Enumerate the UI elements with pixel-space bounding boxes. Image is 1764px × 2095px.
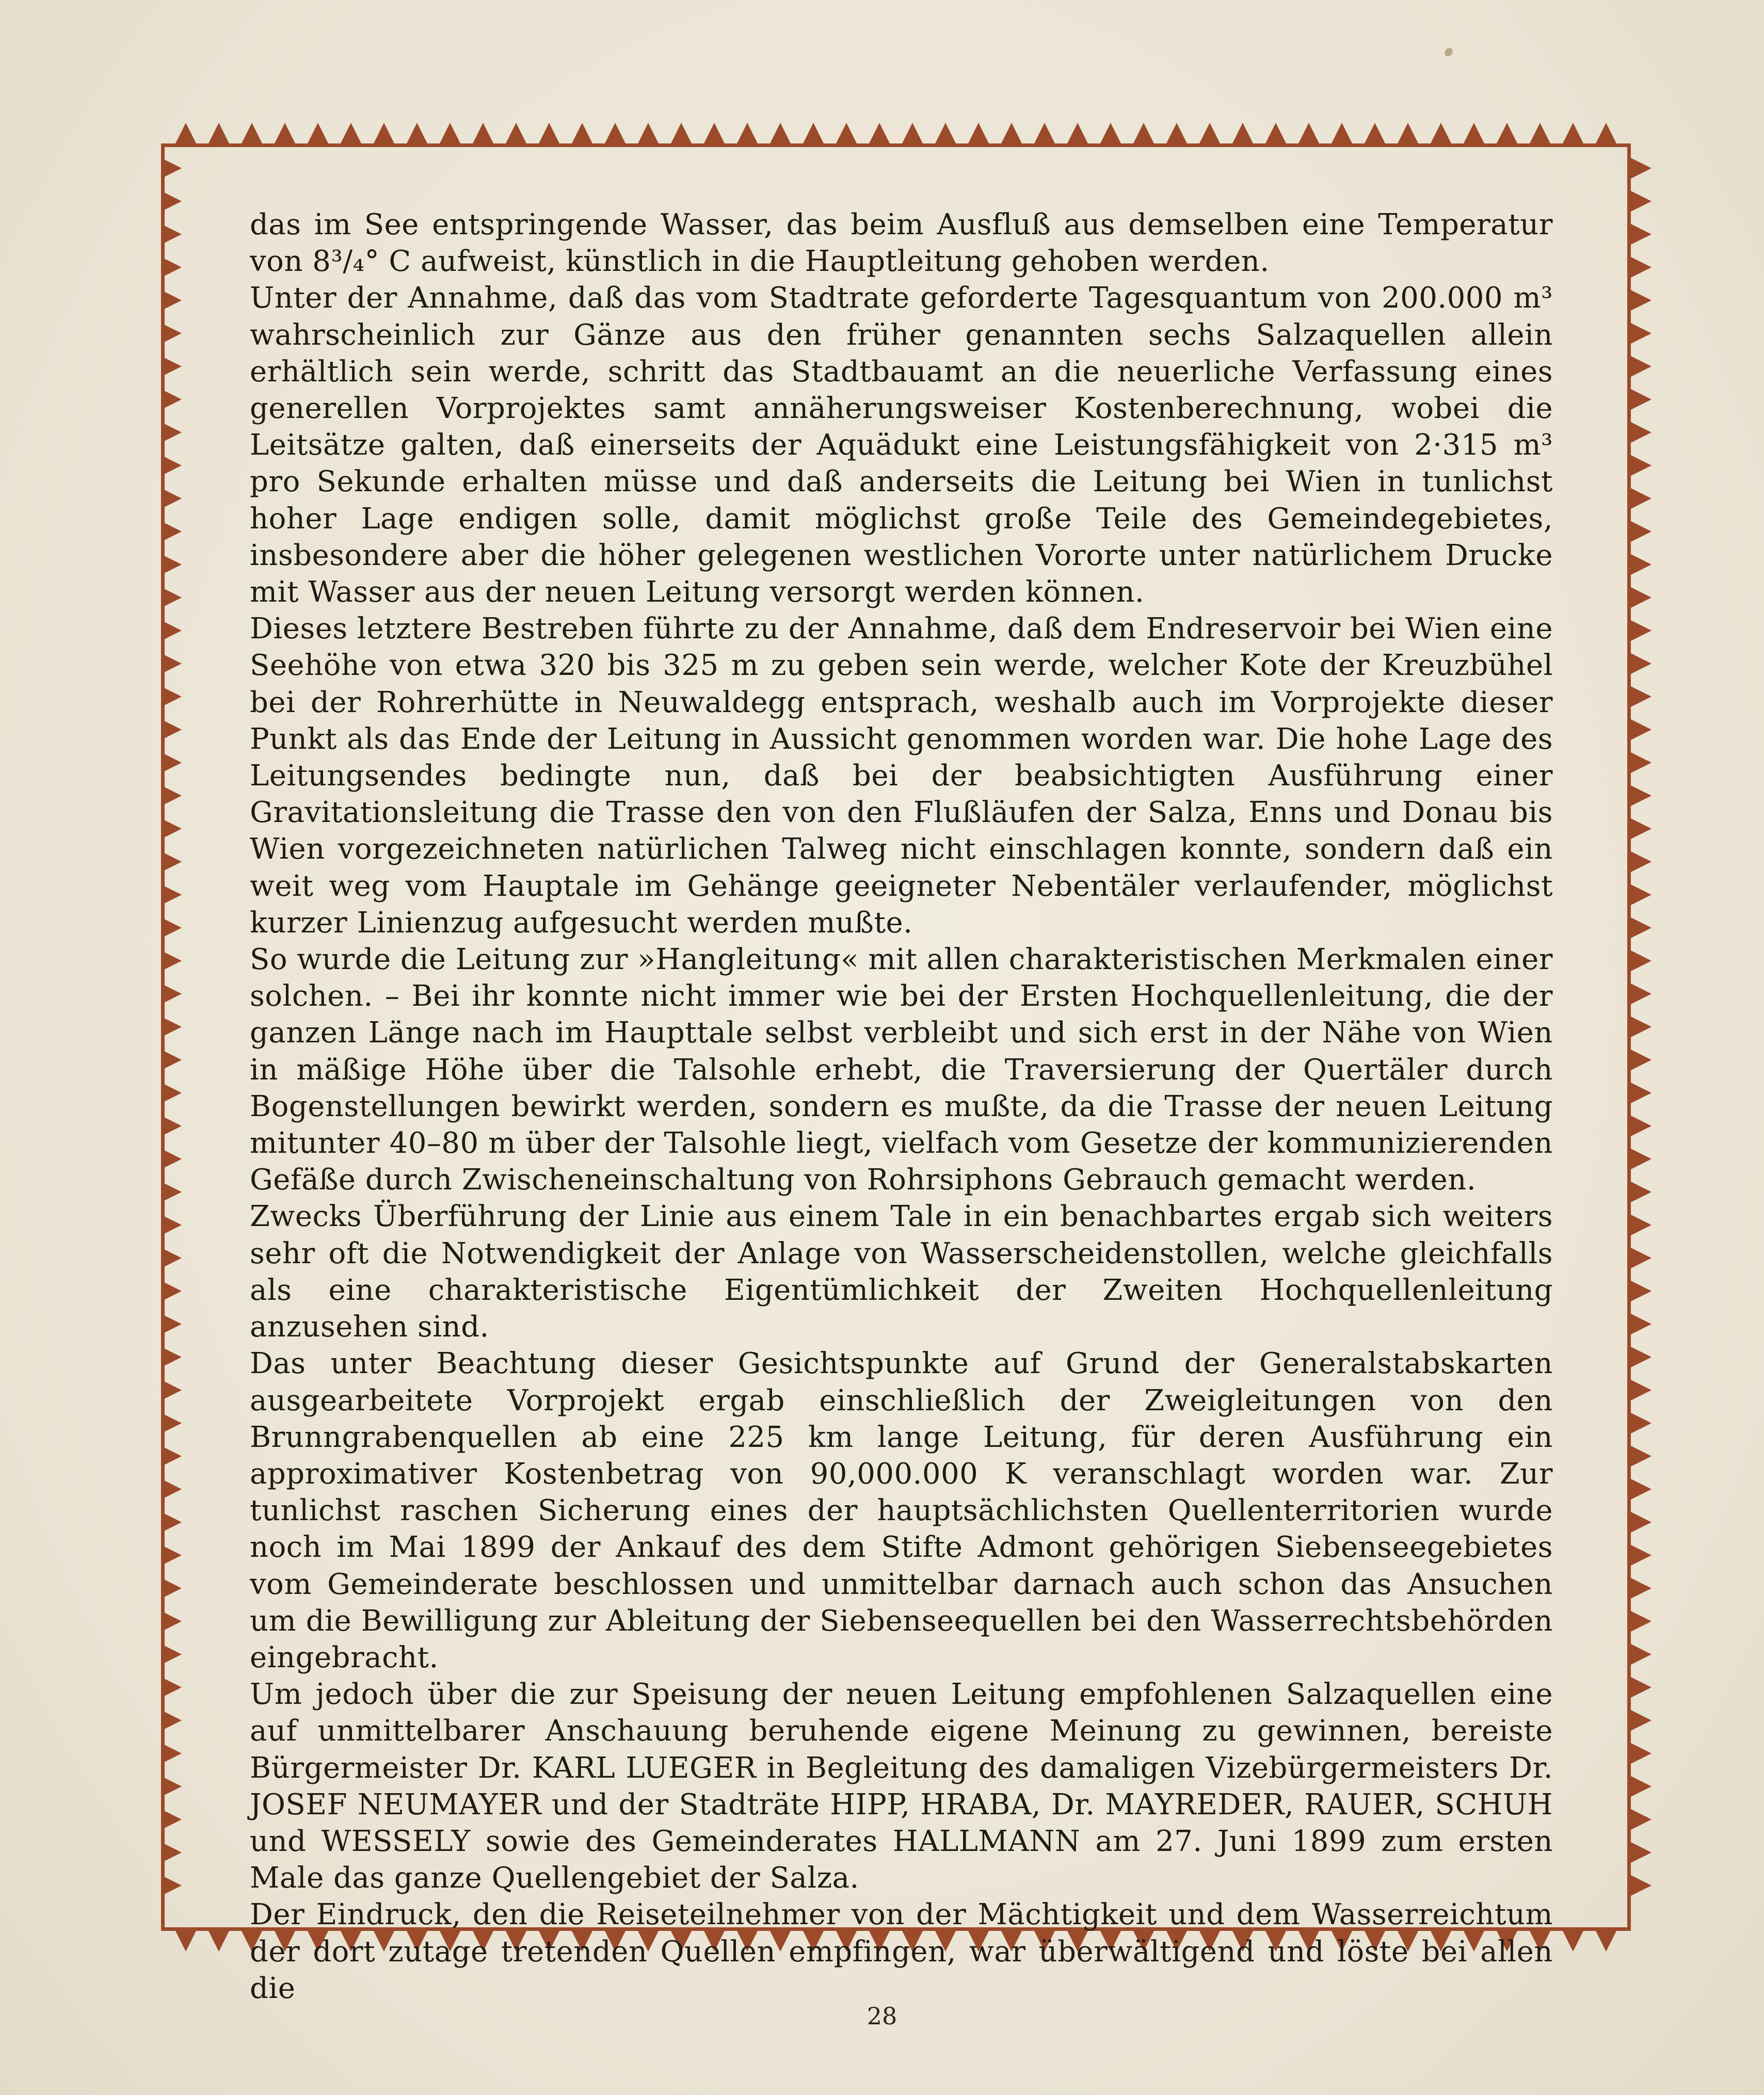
page-number: 28 (867, 2002, 897, 2030)
ornament-triangle (1067, 123, 1088, 143)
ornament-triangle (1332, 123, 1352, 143)
ornament-triangle (161, 1017, 182, 1037)
ornament-triangle (161, 257, 182, 278)
ornament-triangle (341, 123, 361, 143)
ornament-triangle (161, 1413, 182, 1433)
ornament-triangle (161, 290, 182, 311)
ornament-triangle (161, 1743, 182, 1764)
ornament-triangle (1631, 1578, 1651, 1599)
ornament-triangle (1631, 785, 1651, 806)
ornament-triangle (1631, 554, 1651, 575)
ornament-triangle (161, 884, 182, 905)
ornament-triangle (161, 950, 182, 971)
ornament-triangle (1631, 1215, 1651, 1235)
ornament-triangle (161, 1281, 182, 1301)
ornament-triangle (1497, 123, 1517, 143)
ornament-triangle (1631, 356, 1651, 377)
paragraph: So wurde die Leitung zur »Hangleitung« mit allen charakteristischen Merkmalen einer solchen. – Bei ihr konnte nicht immer wie bei der Ersten Hochquellenleitung, die der ganzen Länge nach im Haupttale selbst verbleibt und sich erst in der Nähe von Wien in mäßige Höhe über die Talsohle erhebt, die Traversierung der Quertäler durch Bogenstellungen bewirkt werden, sondern es mußte, da die Trasse der neuen Leitung mitunter 40–80 m über der Talsohle liegt, vielfach vom Gesetze der kommunizierenden Gefäße durch Zwischeneinschaltung von Rohrsiphons Gebrauch gemacht werden. (250, 943, 1553, 1197)
ornament-triangle (161, 554, 182, 575)
ornament-triangle (1631, 488, 1651, 509)
ornament-triangle (935, 123, 956, 143)
ornament-triangle (161, 818, 182, 839)
ornament-triangle (161, 1809, 182, 1830)
ornament-triangle (770, 123, 791, 143)
ornament-triangle (175, 1931, 196, 1952)
ornament-triangle (1631, 158, 1651, 179)
ornament-triangle (1596, 123, 1616, 143)
paragraph: Um jedoch über die zur Speisung der neuen Leitung empfohlenen Salzaquellen eine auf unmittelbarer Anschauung beruhende eigene Meinung zu gewinnen, bereiste Bürgermeister Dr. KARL LUEGER in Begleitung des damaligen Vizebürgermeisters Dr. JOSEF NEUMAYER und der Stadträte HIPP, HRABA, Dr. MAYREDER, RAUER, SCHUH und WESSELY sowie des Gemeinderates HALLMANN am 27. Juni 1899 zum ersten Male das ganze Quellengebiet der Salza. (250, 1678, 1553, 1895)
ornament-triangle (161, 455, 182, 476)
ornament-triangle (161, 1479, 182, 1500)
ornament-triangle (1631, 719, 1651, 740)
ornament-triangle (161, 1875, 182, 1896)
ornament-triangle (161, 1116, 182, 1136)
ornament-triangle (161, 653, 182, 674)
ornament-triangle (1631, 620, 1651, 641)
ornament-triangle (1631, 1380, 1651, 1400)
ornament-triangle (1631, 1182, 1651, 1202)
ornament-triangle (506, 123, 526, 143)
ornament-triangle (1631, 1875, 1651, 1896)
ornament-triangle (1631, 851, 1651, 872)
ornament-triangle (1365, 123, 1385, 143)
ornament-triangle (161, 1776, 182, 1797)
ornament-triangle (1631, 1677, 1651, 1698)
ornament-triangle (803, 123, 824, 143)
ornament-triangle (1596, 1931, 1616, 1952)
ornament-triangle (1631, 1710, 1651, 1731)
paragraph: Dieses letztere Bestreben führte zu der Annahme, daß dem Endreservoir bei Wien eine Seehöhe von etwa 320 bis 325 m zu geben sein werde, welcher Kote der Kreuzbühel bei der Rohrerhütte in Neuwaldegg entsprach, weshalb auch im Vorprojekte dieser Punkt als das Ende der Leitung in Aussicht genommen worden war. Die hohe Lage des Leitungsendes bedingte nun, daß bei der beabsichtigten Ausführung einer Gravitationsleitung die Trasse den von den Flußläufen der Salza, Enns und Donau bis Wien vorgezeichneten natürlichen Talweg nicht einschlagen konnte, sondern daß ein weit weg vom Hauptale im Gehänge geeigneter Nebentäler verlaufender, möglichst kurzer Linienzug aufgesucht werden mußte. (250, 612, 1553, 940)
ornament-triangle (1232, 123, 1253, 143)
ornament-triangle (161, 356, 182, 377)
paragraph: Das unter Beachtung dieser Gesichtspunkte auf Grund der Generalstabskarten ausgearbeitete Vorprojekt ergab einschließlich der Zweigleitungen von den Brunngrabenquellen ab eine 225 km lange Leitung, für deren Ausführung ein approximativer Kostenbetrag von 90,000.000 K veranschlagt worden war. Zur tunlichst raschen Sicherung eines der hauptsächlichsten Quellenterritorien wurde noch im Mai 1899 der Ankauf des dem Stifte Admont gehörigen Siebenseegebietes vom Gemeinderate beschlossen und unmittelbar darnach auch schon das Ansuchen um die Bewilligung zur Ableitung der Siebenseequellen bei den Wasserrechtsbehörden eingebracht. (250, 1347, 1553, 1674)
ornament-triangle (161, 1380, 182, 1400)
paragraph: Unter der Annahme, daß das vom Stadtrate geforderte Tagesquantum von 200.000 m³ wahrscheinlich zur Gänze aus den früher genannten sechs Salzaquellen allein erhältlich sein werde, schritt das Stadtbauamt an die neuerliche Verfassung eines generellen Vorprojektes samt annäherungsweiser Kostenberechnung, wobei die Leitsätze galten, daß einerseits der Aquädukt eine Leistungsfähigkeit von 2·315 m³ pro Sekunde erhalten müsse und daß anderseits die Leitung bei Wien in tunlichst hoher Lage endigen solle, damit möglichst große Teile des Gemeindegebietes, insbesondere aber die höher gelegenen westlichen Vororte unter natürlichem Drucke mit Wasser aus der neuen Leitung versorgt werden können. (250, 281, 1553, 609)
ornament-triangle (1631, 257, 1651, 278)
ornament-triangle (175, 123, 196, 143)
ornament-triangle (1631, 1314, 1651, 1334)
ornament-triangle (161, 587, 182, 608)
ornament-triangle (1631, 1116, 1651, 1136)
ornament-triangle (737, 123, 758, 143)
ornament-triangle (473, 123, 493, 143)
ornament-triangle (161, 984, 182, 1004)
ornament-triangle (1631, 1281, 1651, 1301)
ornament-triangle (1631, 224, 1651, 245)
ornament-triangle (275, 123, 295, 143)
ornament-triangle (1631, 455, 1651, 476)
ornament-triangle (1166, 123, 1187, 143)
paragraph: das im See entspringende Wasser, das beim Ausfluß aus demselben eine Temperatur von 8³/₄° C aufweist, künstlich in die Hauptleitung gehoben werden. (250, 208, 1553, 279)
ornament-triangle (1530, 123, 1550, 143)
ornament-triangle (1001, 123, 1022, 143)
ornament-triangle (1631, 818, 1651, 839)
ornament-triangle (161, 1248, 182, 1268)
ornament-triangle (161, 752, 182, 773)
ornament-triangle (1265, 123, 1286, 143)
ornament-triangle (161, 1578, 182, 1599)
ornament-triangle (161, 1842, 182, 1863)
ornament-triangle (1631, 1248, 1651, 1268)
ornament-triangle (161, 1347, 182, 1367)
ornament-triangle (1631, 389, 1651, 410)
ornament-triangle (161, 1314, 182, 1334)
ornament-triangle (161, 1215, 182, 1235)
ornament-triangle (1298, 123, 1319, 143)
ornament-triangle (1631, 290, 1651, 311)
ornament-triangle (161, 158, 182, 179)
ornament-triangle (161, 719, 182, 740)
ornament-triangle (308, 123, 328, 143)
ornament-triangle (1631, 1809, 1651, 1830)
ornament-triangle (539, 123, 559, 143)
ornament-triangle (902, 123, 923, 143)
ornament-triangle (1631, 587, 1651, 608)
ornament-triangle (161, 1545, 182, 1566)
ornament-triangle (161, 1512, 182, 1533)
left-ornament-column (161, 158, 182, 1896)
ornament-triangle (572, 123, 592, 143)
ornament-triangle (161, 224, 182, 245)
ornament-triangle (161, 389, 182, 410)
ornament-triangle (209, 1931, 229, 1952)
ornament-triangle (161, 1611, 182, 1632)
ornament-triangle (1563, 123, 1583, 143)
ornament-triangle (1398, 123, 1418, 143)
ornament-triangle (161, 1182, 182, 1202)
ornament-triangle (869, 123, 890, 143)
ornament-triangle (1631, 521, 1651, 542)
top-ornament-row (175, 123, 1616, 143)
ornament-triangle (1563, 1931, 1583, 1952)
ornament-triangle (1631, 653, 1651, 674)
ornament-triangle (1100, 123, 1121, 143)
ornament-triangle (1631, 884, 1651, 905)
ornament-triangle (161, 521, 182, 542)
ornament-triangle (1631, 1413, 1651, 1433)
ornament-triangle (1631, 752, 1651, 773)
right-ornament-column (1631, 158, 1651, 1896)
ornament-triangle (1631, 1611, 1651, 1632)
ornament-triangle (1631, 1842, 1651, 1863)
ornament-triangle (161, 785, 182, 806)
ornament-triangle (161, 488, 182, 509)
ornament-triangle (1199, 123, 1220, 143)
ornament-triangle (209, 123, 229, 143)
ornament-triangle (1631, 686, 1651, 707)
ornament-triangle (161, 1710, 182, 1731)
ornament-triangle (1133, 123, 1154, 143)
ornament-triangle (1631, 1446, 1651, 1466)
ornament-triangle (1631, 950, 1651, 971)
ornament-triangle (161, 1149, 182, 1169)
ornament-triangle (1631, 1149, 1651, 1169)
ornament-triangle (242, 123, 262, 143)
ornament-triangle (704, 123, 725, 143)
ornament-triangle (161, 917, 182, 938)
ornament-triangle (161, 1050, 182, 1070)
ornament-triangle (836, 123, 857, 143)
ornament-triangle (440, 123, 460, 143)
ornament-triangle (1631, 1479, 1651, 1500)
ornament-triangle (1631, 1743, 1651, 1764)
ornament-triangle (161, 1083, 182, 1103)
ornament-triangle (161, 1446, 182, 1466)
ornament-triangle (1034, 123, 1055, 143)
ornament-triangle (161, 851, 182, 872)
ornament-triangle (1631, 1017, 1651, 1037)
ornament-triangle (161, 422, 182, 443)
ornament-triangle (161, 1677, 182, 1698)
paragraph: Zwecks Überführung der Linie aus einem Tale in ein benachbartes ergab sich weiters sehr oft die Notwendigkeit der Anlage von Wasserscheidenstollen, welche gleichfalls als eine charakteristische Eigentümlichkeit der Zweiten Hochquellenleitung anzusehen sind. (250, 1200, 1553, 1344)
ornament-triangle (1464, 123, 1484, 143)
ornament-triangle (161, 191, 182, 212)
ornament-triangle (1631, 1050, 1651, 1070)
ornament-triangle (1631, 984, 1651, 1004)
ornament-triangle (1631, 191, 1651, 212)
ornament-triangle (1631, 323, 1651, 344)
ornament-triangle (1631, 917, 1651, 938)
ornament-triangle (1631, 1083, 1651, 1103)
body-text (250, 206, 1553, 2007)
ornament-triangle (671, 123, 692, 143)
ornament-triangle (1431, 123, 1451, 143)
ornament-triangle (1631, 1644, 1651, 1665)
ornament-triangle (161, 620, 182, 641)
ornament-triangle (1631, 1347, 1651, 1367)
ornament-triangle (1631, 1545, 1651, 1566)
ornament-triangle (161, 323, 182, 344)
ornament-triangle (1631, 1512, 1651, 1533)
ornament-triangle (1631, 422, 1651, 443)
ornament-triangle (161, 1644, 182, 1665)
ornament-triangle (968, 123, 989, 143)
ornament-triangle (605, 123, 626, 143)
paragraph: Der Eindruck, den die Reiseteilnehmer von der Mächtigkeit und dem Wasserreichtum der dort zutage tretenden Quellen empfingen, war überwältigend und löste bei allen die (250, 1898, 1553, 2005)
ornament-triangle (161, 686, 182, 707)
ornament-triangle (407, 123, 427, 143)
ornament-triangle (1631, 1776, 1651, 1797)
ornament-triangle (638, 123, 659, 143)
ornament-triangle (374, 123, 394, 143)
